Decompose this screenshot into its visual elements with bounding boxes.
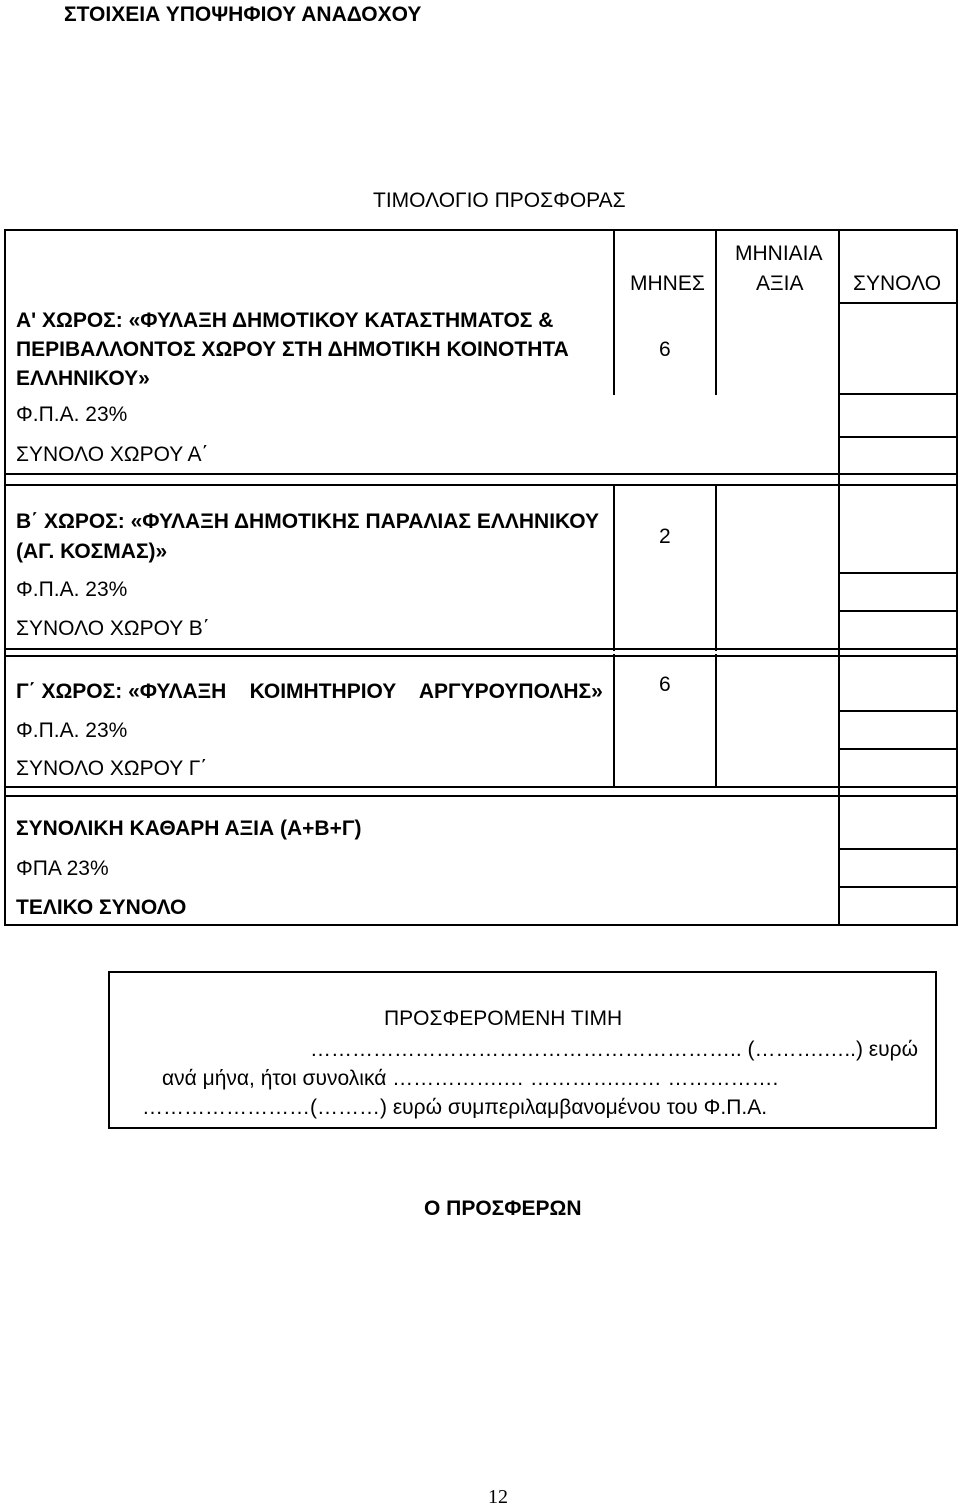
signatory-label: Ο ΠΡΟΣΦΕΡΩΝ <box>424 1197 582 1220</box>
offered-price-heading: ΠΡΟΣΦΕΡΟΜΕΝΗ ΤΙΜΗ <box>384 1007 623 1030</box>
section-a-title-2: ΠΕΡΙΒΑΛΛΟΝΤΟΣ ΧΩΡΟΥ ΣΤΗ ΔΗΜΟΤΙΚΗ ΚΟΙΝΟΤΗΤΑ <box>16 338 569 361</box>
section-b-title-1: Β΄ ΧΩΡΟΣ: «ΦΥΛΑΞΗ ΔΗΜΟΤΙΚΗΣ ΠΑΡΑΛΙΑΣ ΕΛΛΗΝΙΚΟΥ <box>16 510 599 533</box>
page-number: 12 <box>488 1486 508 1508</box>
section-a-months: 6 <box>659 338 671 361</box>
total-final-label: ΤΕΛΙΚΟ ΣΥΝΟΛΟ <box>16 896 187 919</box>
document-title: ΤΙΜΟΛΟΓΙΟ ΠΡΟΣΦΟΡΑΣ <box>373 189 626 212</box>
total-vat-label: ΦΠΑ 23% <box>16 857 109 880</box>
section-a-title-1: Α' ΧΩΡΟΣ: «ΦΥΛΑΞΗ ΔΗΜΟΤΙΚΟΥ ΚΑΤΑΣΤΗΜΑΤΟΣ & <box>16 309 554 332</box>
column-header-months: ΜΗΝΕΣ <box>630 272 705 295</box>
offered-price-box <box>108 971 937 1129</box>
section-b-title-2: (ΑΓ. ΚΟΣΜΑΣ)» <box>16 540 168 563</box>
total-net-label: ΣΥΝΟΛΙΚΗ ΚΑΘΑΡΗ ΑΞΙΑ (Α+Β+Γ) <box>16 817 362 840</box>
column-header-monthly-value-1: ΜΗΝΙΑΙΑ <box>735 242 823 265</box>
section-b-vat: Φ.Π.Α. 23% <box>16 578 128 601</box>
section-c-vat: Φ.Π.Α. 23% <box>16 719 128 742</box>
section-a-title-3: ΕΛΛΗΝΙΚΟΥ» <box>16 367 150 390</box>
section-c-subtotal: ΣΥΝΟΛΟ ΧΩΡΟΥ Γ΄ <box>16 757 208 780</box>
column-header-total: ΣΥΝΟΛΟ <box>853 272 942 295</box>
candidate-header: ΣΤΟΙΧΕΙΑ ΥΠΟΨΗΦΙΟΥ ΑΝΑΔΟΧΟΥ <box>64 3 422 26</box>
section-a-vat: Φ.Π.Α. 23% <box>16 403 128 426</box>
offered-price-line-2: ανά μήνα, ήτοι συνολικά …………….… ………….…… ……………. <box>162 1067 779 1090</box>
section-c-months: 6 <box>659 673 671 696</box>
column-header-monthly-value-2: ΑΞΙΑ <box>756 272 804 295</box>
section-b-subtotal: ΣΥΝΟΛΟ ΧΩΡΟΥ Β΄ <box>16 617 210 640</box>
offered-price-line-3: ……………………(………) ευρώ συμπεριλαμβανομένου του Φ.Π.Α. <box>142 1096 768 1119</box>
section-b-months: 2 <box>659 525 671 548</box>
offered-price-line-1: …………………………………………………….. (……….…..) ευρώ <box>309 1038 918 1061</box>
section-a-subtotal: ΣΥΝΟΛΟ ΧΩΡΟΥ Α΄ <box>16 443 209 466</box>
section-c-title: Γ΄ ΧΩΡΟΣ: «ΦΥΛΑΞΗ ΚΟΙΜΗΤΗΡΙΟΥ ΑΡΓΥΡΟΥΠΟΛΗΣ» <box>16 680 603 703</box>
